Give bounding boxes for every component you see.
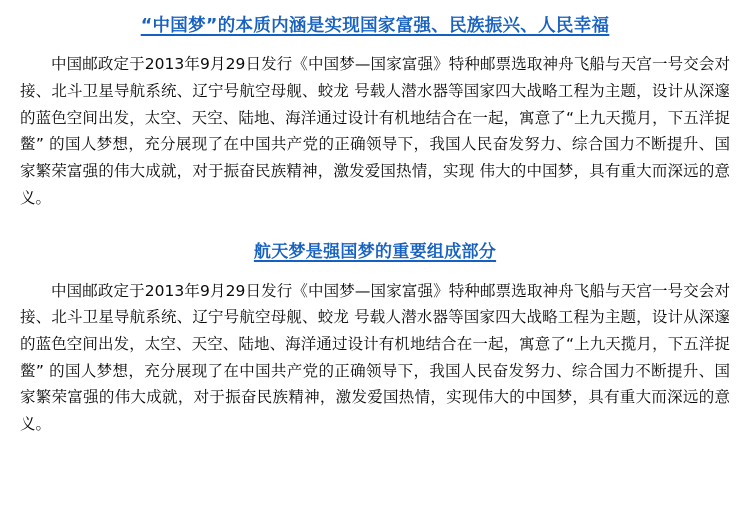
section-heading-china-dream-text: “中国梦”的本质内涵是实现国家富强、民族振兴、人民幸福 (140, 16, 610, 36)
section-heading-space-dream-text: 航天梦是强国梦的重要组成部分 (253, 242, 497, 263)
section-body-china-dream: 中国邮政定于2013年9月29日发行《中国梦—国家富强》特种邮票选取神舟飞船与天宫一号交会对接、北斗卫星导航系统、辽宁号航空母舰、蛟龙 号载人潜水器等国家四大战略工程为主题，设计从深邃的蓝色空间出发，太空、天空、陆地、海洋通过设计有机地结合在一起，寓意了“上九天揽月，下五洋捉鳖” 的国人梦想，充分展现了在中国共产党的正确领导下，我国人民奋发努力、综合国力不断提升、国家繁荣富强的伟大成就，对于振奋民族精神，激发爱国热情，实现 伟大的中国梦，具有重大而深远的意义。 (20, 55, 730, 207)
section-space-dream (18, 237, 732, 437)
section-heading-space-dream (18, 237, 732, 268)
section-body-space-dream: 中国邮政定于2013年9月29日发行《中国梦—国家富强》特种邮票选取神舟飞船与天宫一号交会对接、北斗卫星导航系统、辽宁号航空母舰、蛟龙 号载人潜水器等国家四大战略工程为主题，设计从深邃的蓝色空间出发，太空、天空、陆地、海洋通过设计有机地结合在一起，寓意了“上九天揽月，下五洋捉鳖” 的国人梦想，充分展现了在中国共产党的正确领导下，我国人民奋发努力、综合国力不断提升、国家繁荣富强的伟大成就，对于振奋民族精神，激发爱国热情，实现伟大的中国梦，具有重大而深远的意义。 (20, 281, 730, 433)
section-china-dream (18, 10, 732, 211)
section-heading-china-dream (18, 10, 732, 41)
